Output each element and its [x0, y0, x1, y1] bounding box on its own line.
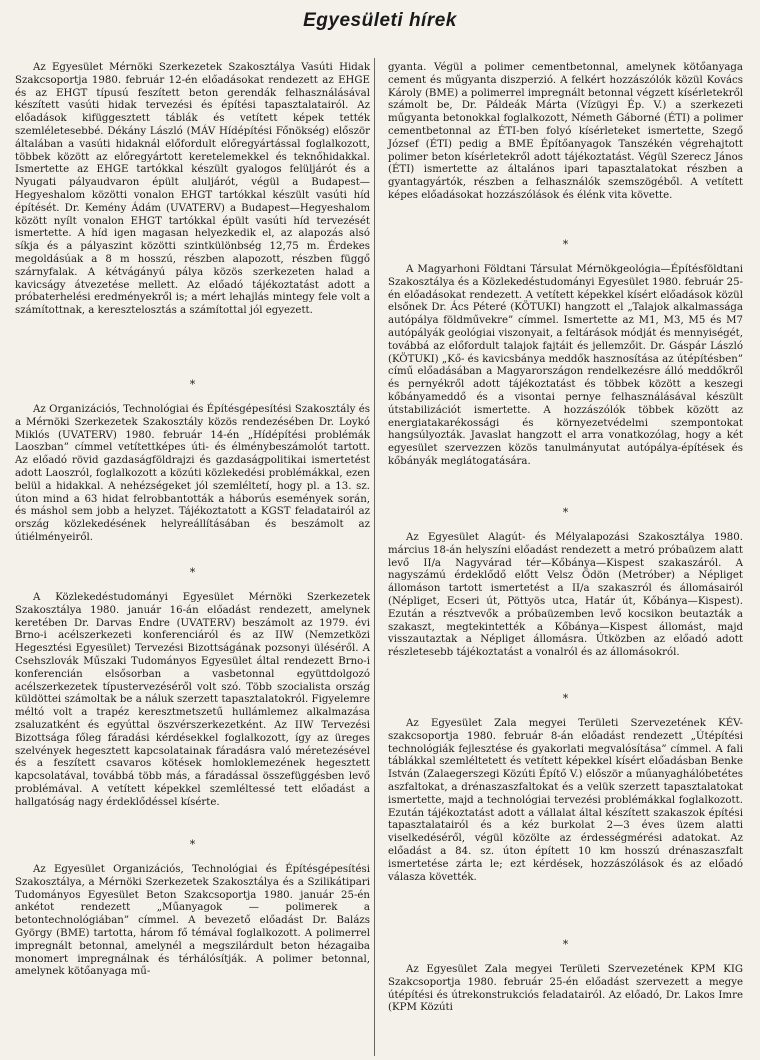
article-metro — [388, 532, 743, 692]
article-muanyagok-cont — [388, 62, 743, 238]
article-separator: * — [562, 938, 569, 951]
article-text: A Közlekedéstudományi Egyesület Mérnöki Szerkezetek Szakosztálya 1980. január 16-án előadást rendezett, amelynek keretében Dr. Darvas Endre (UVATERV) beszámolt az 1979. évi Brno-i acélszerkezeti konferenciáról és az IIW (Nemzetközi Hegesztési Egyesület) Tervezési Bizottságának pozsonyi üléséről. A Csehszlovák Műszaki Tudományos Egyesület által rendezett Brno-i konferencián elsősorban a vasbetonnal együttdolgozó acélszerkezetek típustervezéséről volt szó. Több szocialista ország küldöttei számoltak be a náluk szerzett tapasztalatokról. Figyelemre méltó volt a trapéz keresztmetszetű hullámlemez alkalmazása zsaluzatként és egyúttal öszvérszerkezetként. Az IIW Tervezési Bizottsága főleg fáradási kérdésekkel foglalkozott, így az üreges szelvények hegesztett kapcsolatainak fáradásra való méretezésével és a feszített csavaros kötések homloklemezének hegesztett kapcsolatával, továbbá több más, a fáradással összefüggésben levő problémával. A vetített képekkel szemléltessé tett előadást a hallgatóság nagy érdeklődéssel kísérte. — [15, 592, 370, 808]
article-text: Az Egyesület Mérnöki Szerkezetek Szakosztálya Vasúti Hidak Szakcsoportja 1980. február 12-én előadásokat rendezett az EHGE és az EHGT típusú feszített beton gerendák felhasználásával készített vasúti hidak tervezési és építési tapasztalatairól. Az előadások kifüggesztett táblák és vetített képek tették szemléletesebbé. Dékány László (MÁV Hídépítési Főnökség) először általában a vasúti hidaknál előfordult előregyártással foglalkozott, többek között az előregyártott keretelemekkel és teknőhidakkal. Ismertette az EHGE tartókkal készült gyalogos felüljárót és a Nyugati pályaudvaron épült aluljárót, végül a Budapest—Hegyeshalom közötti vonalon EHGT tartókkal készült vasúti híd építését. Dr. Kemény Ádám (UVATERV) a Budapest—Hegyeshalom között nyílt vonalon EHGT tartókkal épült vasúti híd tervezését ismertette. A híd igen magasan helyezkedik el, az alapozás alsó síkja és a pályaszint közötti szintkülönbség 12,75 m. Érdekes megoldásúak a 8 m hosszú, részben alapozott, részben függő szárnyfalak. A kétvágányú pálya közös szerkezeten halad a kavicságy átvezetése mellett. Az előadó tájékoztatást adott a próbaterhelési eredményekről is; a mért lehajlás mintegy fele volt a számítottnak, a keresztelosztás a számítottal jól egyezett. — [15, 62, 370, 317]
article-text: Az Organizációs, Technológiai és Építésgépesítési Szakosztály és a Mérnöki Szerkezetek Szakosztály közös rendezésében Dr. Loykó Miklós (UVATERV) 1980. február 14-én „Hídépítési problémák Laoszban” címmel vetítettképes úti- és élménybeszámolót tartott. Az előadó rövid gazdaságföldrajzi és gazdaságpolitikai ismertetést adott Laoszról, foglalkozott a közúti közlekedési problémákkal, ezen belül a hidakkal. A nehézségeket jól szemléltetí, hogy pl. a 13. sz. úton mind a 63 hidat felrobbantották a háborús események során, és máshol sem jobb a helyzet. Tájékoztatott a KGST feladatairól az ország közlekedésének helyreállításában és beszámolt az útiélményeiről. — [15, 404, 370, 543]
right-column — [388, 62, 743, 1024]
article-muanyagok — [15, 864, 370, 1044]
article-separator: * — [189, 566, 196, 579]
article-text: gyanta. Végül a polimer cementbetonnal, amelynek kötőanyaga cement és műgyanta diszperzió. A felkért hozzászólók közül Kovács Károly (BME) a polimerrel impregnált betonnal végzett kísérletekről számolt be, Dr. Páldeák Márta (Vízügyi Ép. V.) a szerkezeti műgyanta betonokkal foglalkozott, Németh Gáborné (ÉTI) a polimer cementbetonnal az ÉTI-ben folyó kísérleteket ismertette, Szegő József (ÉTI) pedig a BME Építőanyagok Tanszékén végrehajtott polimer beton kísérletekről adott tájékoztatást. Végül Szerecz János (ÉTI) ismertette az általános ipari tapasztalatokat részben a gyantagyártók, részben a felhasználók szemszögéből. A vetített képes előadásokat hozzászólások és élénk vita követte. — [388, 62, 744, 201]
page-title: Egyesületi hírek — [303, 10, 457, 31]
article-text: Az Egyesület Zala megyei Területi Szervezetének KPM KIG Szakcsoportja 1980. február 25-én előadást szervezett a megye útépítési és útrekonstrukciós feladatairól. Az előadó, Dr. Lakos Imre (KPM Közúti — [388, 964, 743, 1014]
article-zala-kpm — [388, 964, 743, 1024]
article-zala-kev — [388, 718, 743, 938]
article-separator: * — [189, 838, 196, 851]
article-text: A Magyarhoni Földtani Társulat Mérnökgeológia—Építésföldtani Szakosztálya és a Közlekedéstudományi Egyesület 1980. február 25-én előadásokat rendezett. A vetített képekkel kísért előadások közül elsőnek Dr. Ács Péteré (KÖTUKI) hangzott el „Talajok alkalmassága autópálya földművekre” címmel. Ismertette az M1, M3, M5 és M7 autópályák geológiai viszonyait, a feltárások módját és mennyiségét, továbbá az előfordult talajok fajtáit és jellemzőit. Dr. Gáspár László (KÖTUKI) „Kő- és kavicsbánya meddők hasznosítása az útépítésben” című előadásában a Magyarországon rendelkezésre álló meddőkről és pernyékről adott tájékoztatást és többek között a keszegi kőbányameddő és a visontai pernye felhasználásával készült útstabilizációt ismertette. A hozzászólók többek között az energiatakarékossági és környezetvédelmi szempontokat hangsúlyozták. Javaslat hangzott el arra vonatkozólag, hogy a két egyesület szervezzen közös tanulmányutat autópálya-építések és kőbányák meglátogatására. — [388, 264, 743, 467]
left-column — [15, 62, 370, 1044]
article-laosz — [15, 404, 370, 566]
article-brno — [15, 592, 370, 838]
article-foldtani — [388, 264, 743, 506]
article-vasuti-hidak — [15, 62, 370, 378]
article-separator: * — [562, 506, 569, 519]
article-text: Az Egyesület Zala megyei Területi Szervezetének KÉV-szakcsoportja 1980. február 8-án előadást rendezett „Útépítési technológiák fejlesztése és gyakorlati megvalósítása” címmel. A fali táblákkal szemléltetett és vetített képekkel kísért előadásban Benke István (Zalaegerszegi Közúti Építő V.) először a műanyaghálóbetétes aszfaltokat, a drénaszaszfaltokat és a velük szerzett tapasztalatokat ismertette, majd a technológiai tervezési problémákkal foglalkozott. Ezután tájékoztatást adott a vállalat által készített szakaszok építési tapasztalatairól és a kéz burkolat 2—3 éves üzem alatti viselkedéséről, végül közölte az érdességmérési adatokat. Az előadást a 84. sz. úton épített 10 km hosszú drénaszaszfalt ismertetése zárta le; ezt kérdések, hozzászólások és az előadó válasza követték. — [388, 718, 743, 883]
article-separator: * — [189, 378, 196, 391]
article-text: Az Egyesület Organizációs, Technológiai és Építésgépesítési Szakosztálya, a Mérnöki Szerkezetek Szakosztálya és a Szilikátipari Tudományos Egyesület Beton Szakcsoportja 1980. január 25-én ankétot rendezett „Műanyagok — polimerek a betontechnológiában” címmel. A bevezető előadást Dr. Balázs György (BME) tartotta, három fő témával foglalkozott. A polimerrel impregnált betonnal, amelynél a megszilárdult beton hézagaiba monomert impregnálnak és térhálósítják. A polimer betonnal, amelynek kötőanyaga mű- — [15, 864, 370, 978]
article-separator: * — [562, 692, 569, 705]
article-text: Az Egyesület Alagút- és Mélyalapozási Szakosztálya 1980. március 18-án helyszíni előadást rendezett a metró próbaüzem alatt levő II/a Nagyvárad tér—Kőbánya—Kispest szakaszáról. A nagyszámú érdeklődő előtt Velsz Ödön (Metróber) a Népliget állomáson tartott ismertetést a II/a szakaszról és állomásairól (Népliget, Ecseri út, Pöttyös utca, Határ út, Kőbánya—Kispest). Ezután a résztvevők a próbaüzemben levő kocsikon beutazták a szakaszt, megtekintették a Kőbánya—Kispest állomást, majd visszautaztak a Népliget állomásra. Útközben az előadó adott részletesebb tájékoztatást a vonalról és az állomásokról. — [388, 532, 743, 659]
column-divider — [374, 58, 375, 1056]
article-separator: * — [562, 238, 569, 251]
